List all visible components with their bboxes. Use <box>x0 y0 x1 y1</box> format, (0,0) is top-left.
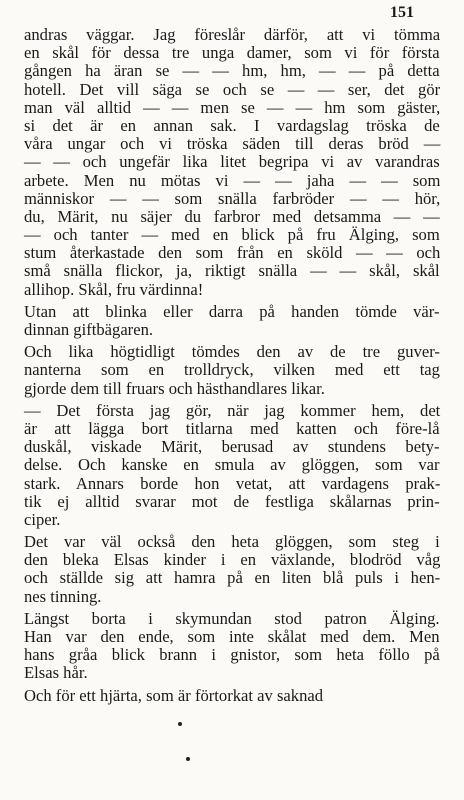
text-line: gången ha äran se — — hm, hm, — — på detta <box>24 61 440 81</box>
paragraph <box>24 303 440 339</box>
text-line: våra ungar och vi tröska säden till deras bröd — <box>24 134 441 154</box>
text-line: gjorde dem till fruars och hästhandlares likar. <box>24 378 325 398</box>
text-line: ciper. <box>24 509 61 529</box>
text-line: Han var den ende, som inte skålat med dem. Men <box>24 627 440 646</box>
text-line: — och tanter — med en blick på fru Älging, som <box>24 225 440 245</box>
text-line: Längst borta i skymundan stod patron Älging. <box>24 608 440 628</box>
paragraph <box>24 687 440 705</box>
text-line: hotell. Det vill säga se och se — — ser, det gör <box>24 79 441 99</box>
text-line: stum återkastade den som från en sköld — — och <box>24 243 441 263</box>
text-line: man väl alltid — — men se — — hm som gäster, <box>24 97 441 117</box>
text-line: delse. Och kanske en smula av glöggen, som var <box>24 455 440 475</box>
paragraph <box>24 533 440 606</box>
text-line: är att lägga bort titlarna med katten och före-lå <box>24 418 440 438</box>
text-line: dinnan giftbägaren. <box>24 320 154 339</box>
text-line: hans gråa blick brann i gnistor, som heta föllo på <box>24 645 440 665</box>
body-text <box>24 26 440 705</box>
text-line: arbete. Men nu mötas vi — — jaha — — som <box>24 170 441 190</box>
text-line: nes tinning. <box>24 586 102 606</box>
text-line: si det är en annan sak. I vardagslag tröska de <box>24 115 440 135</box>
text-line: små snälla flickor, ja, riktigt snälla — — skål, skål <box>24 261 440 281</box>
text-line: Elsas hår. <box>24 663 88 683</box>
text-line: andras väggar. Jag föreslår därför, att vi tömma <box>24 25 441 44</box>
text-line: Utan att blinka eller darra på handen tömde vär- <box>24 301 440 321</box>
page-number: 151 <box>390 4 414 21</box>
text-line: duskål, viskade Märit, berusad av stundens bety- <box>24 437 440 457</box>
paragraph <box>24 26 440 299</box>
text-line: tik ej alltid svarar mot de festliga skålarnas prin- <box>24 491 440 511</box>
text-line: — — och ungefär lika litet begripa vi av varandras <box>24 152 440 172</box>
text-line: nanterna som en trolldryck, vilken med ett tag <box>24 360 440 380</box>
text-line: människor — — som snälla farbröder — — hör, <box>24 188 441 208</box>
text-line: Och för ett hjärta, som är förtorkat av saknad <box>24 685 324 705</box>
text-line: en skål för dessa tre unga damer, som vi för första <box>24 43 440 63</box>
text-line: Och lika högtidligt tömdes den av de tre guver- <box>24 342 440 362</box>
text-line: stark. Annars borde hon vetat, att vardagens prak- <box>24 473 441 493</box>
ink-speck <box>178 722 182 726</box>
paragraph <box>24 343 440 398</box>
text-line: den bleka Elsas kinder i en växlande, blodröd våg <box>24 550 441 570</box>
text-line: du, Märit, nu säjer du farbror med detsamma — — <box>24 206 440 226</box>
text-line: Det var väl också den heta glöggen, som steg i <box>24 532 440 552</box>
paragraph <box>24 610 440 683</box>
text-line: — Det första jag gör, när jag kommer hem, det <box>24 400 441 420</box>
ink-speck <box>186 757 190 761</box>
paragraph <box>24 402 440 529</box>
text-line: allihop. Skål, fru värdinna! <box>24 279 204 299</box>
text-line: och ställde sig att hamra på en liten blå puls i hen- <box>24 568 441 588</box>
